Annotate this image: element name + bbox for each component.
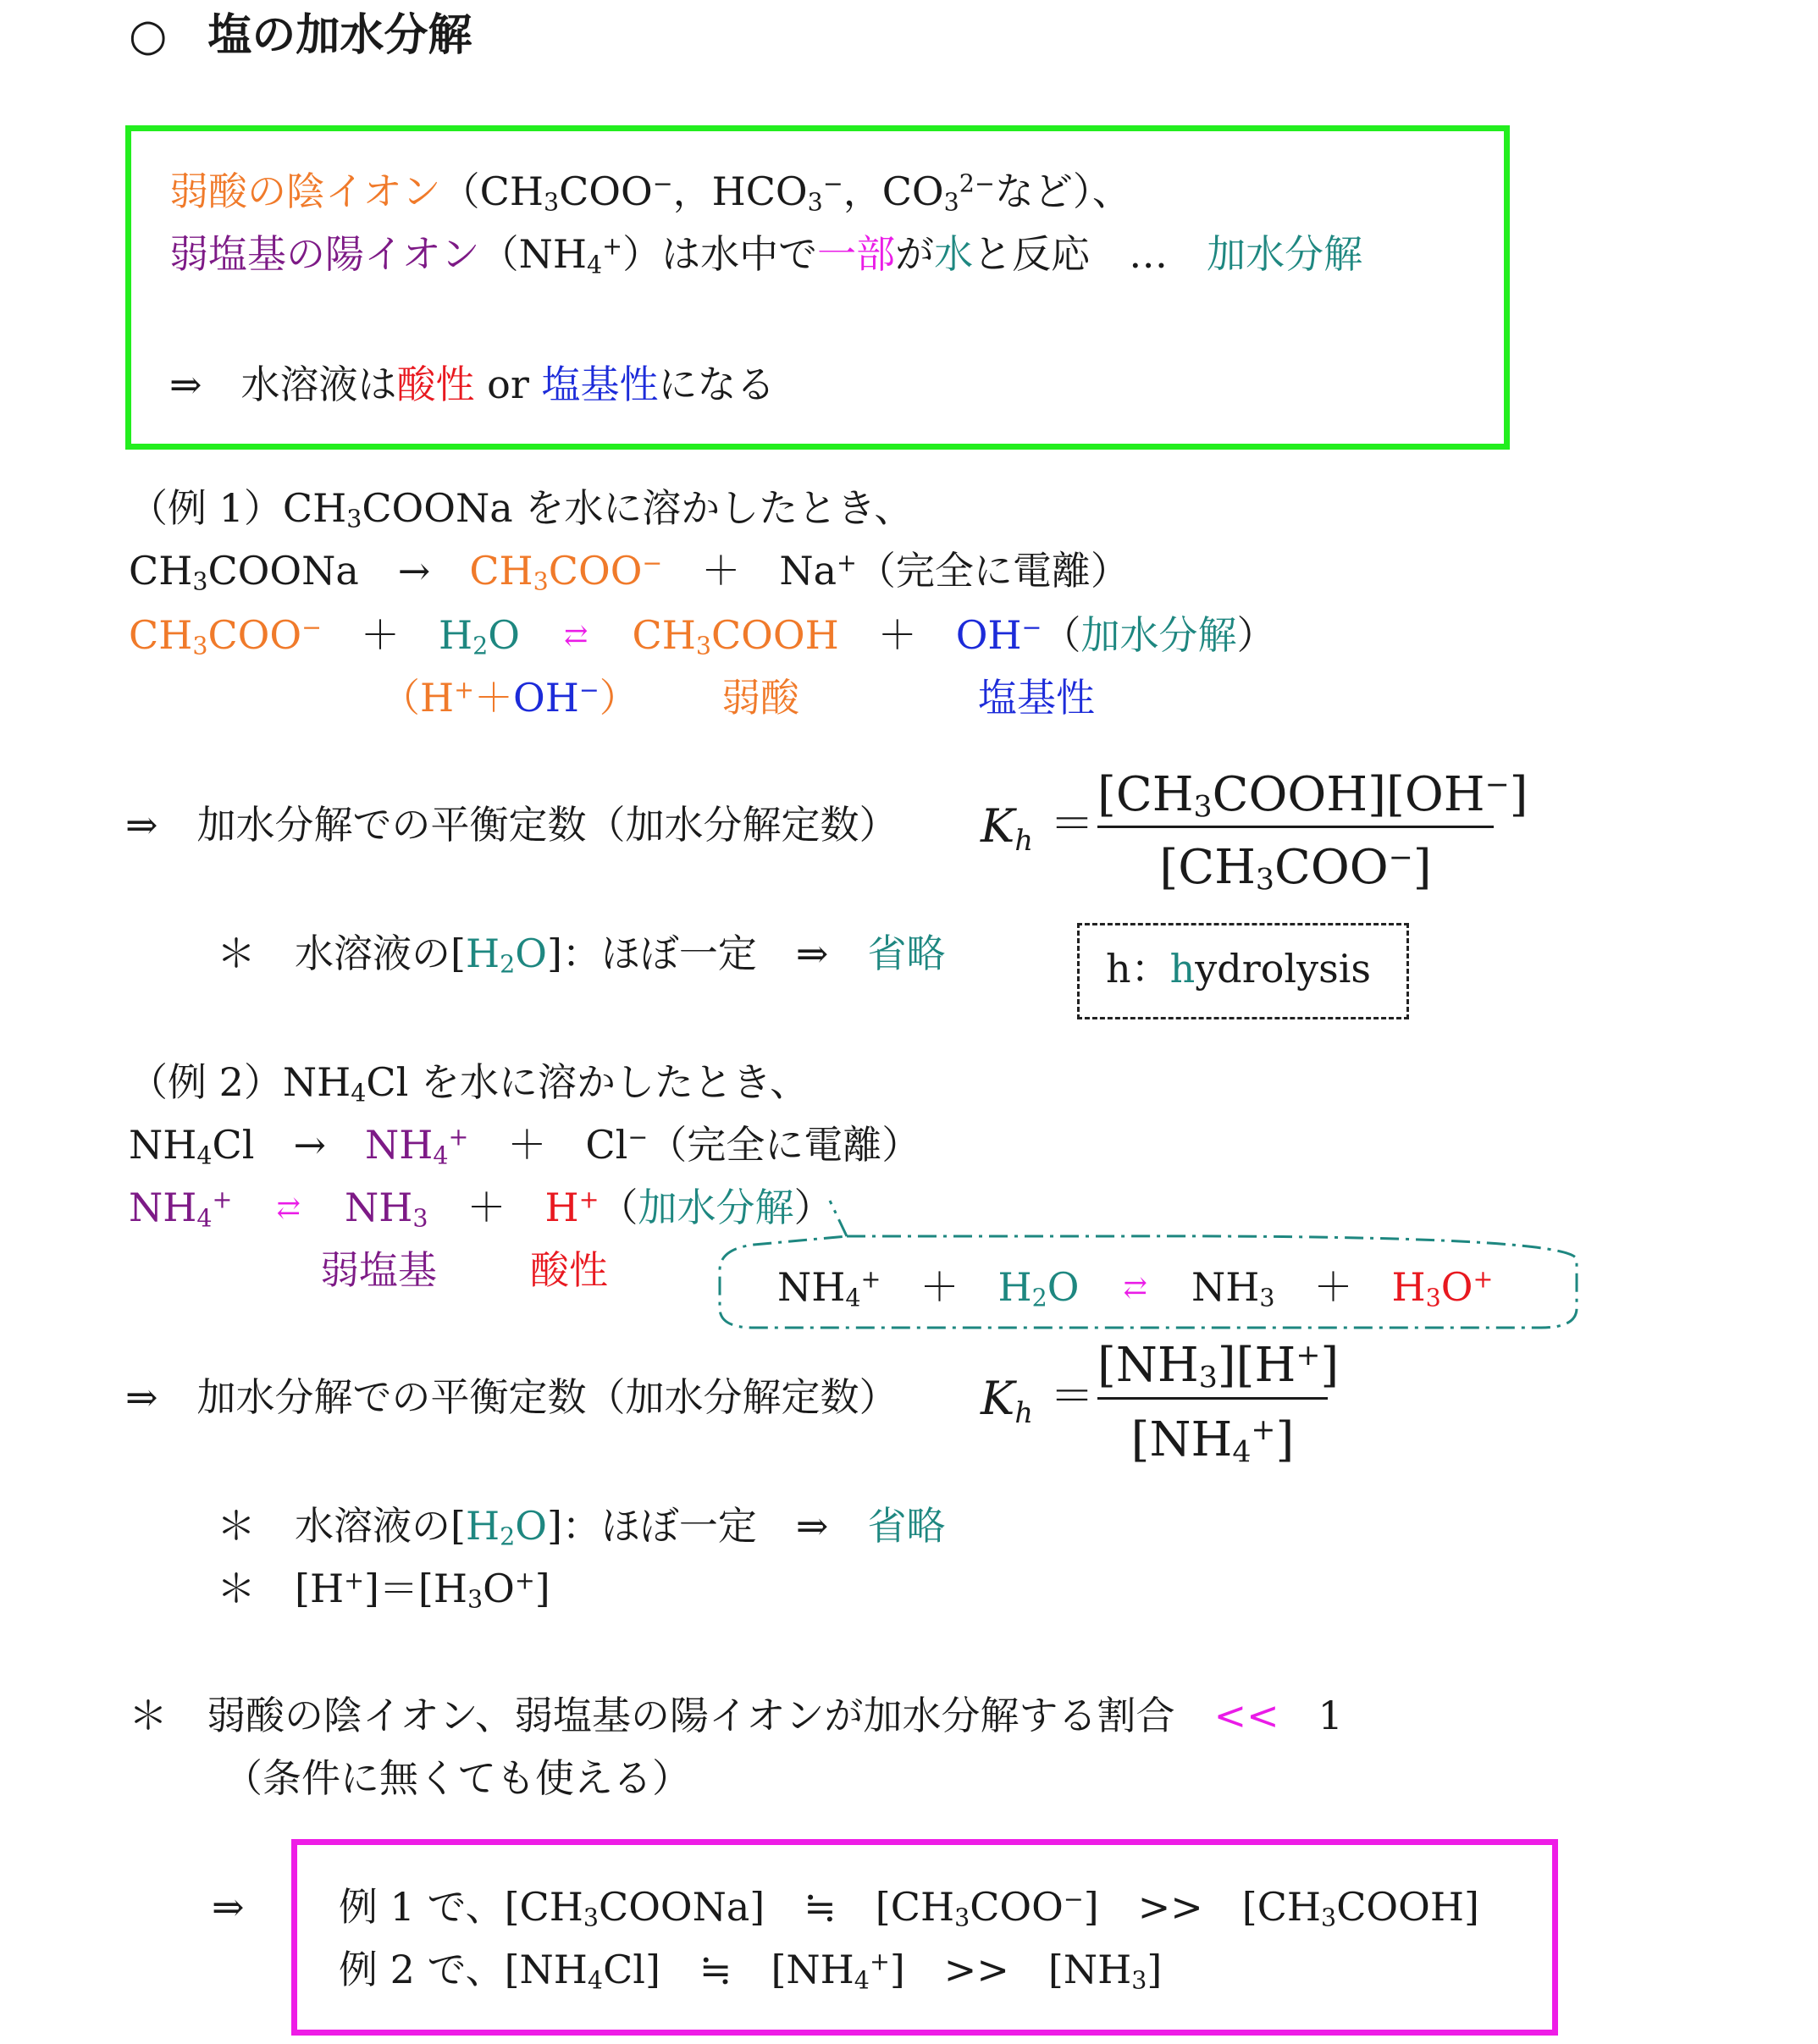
weak-base-cation-label: 弱塩基の陽イオン bbox=[169, 231, 480, 277]
formula: COONa → bbox=[207, 548, 470, 594]
paren: ） bbox=[793, 1185, 833, 1230]
intro-text: （CH bbox=[440, 168, 544, 214]
kh-numerator-2 bbox=[1097, 1336, 1340, 1395]
superscript: − bbox=[652, 169, 673, 198]
subscript: 3 bbox=[954, 1903, 970, 1932]
note-text: ydrolysis bbox=[1195, 946, 1372, 992]
intro-line-1 bbox=[169, 166, 1131, 217]
subscript: 4 bbox=[854, 1966, 870, 1995]
formula: O bbox=[488, 612, 520, 658]
formula: [NH bbox=[1097, 1338, 1199, 1393]
formula: O bbox=[1047, 1264, 1080, 1310]
formula: H bbox=[544, 1185, 579, 1230]
much-less-than-symbol: << bbox=[1213, 1693, 1279, 1738]
equilibrium-arrow-icon: ⇄ bbox=[1123, 1271, 1147, 1305]
subscript: 4 bbox=[351, 1079, 367, 1108]
formula: NH bbox=[777, 1264, 846, 1310]
formula: （H bbox=[381, 675, 455, 721]
example1-heading bbox=[129, 483, 913, 533]
superscript: − bbox=[822, 169, 843, 198]
formula: OH bbox=[513, 675, 579, 721]
summary-text: 例 1 で、[CH bbox=[339, 1884, 583, 1930]
weak-acid-label: 弱酸 bbox=[721, 675, 799, 721]
superscript: − bbox=[301, 613, 322, 642]
subscript: 2 bbox=[1031, 1284, 1047, 1312]
subscript: 2 bbox=[500, 950, 516, 979]
superscript: − bbox=[1063, 1885, 1084, 1914]
formula: NH bbox=[364, 1122, 434, 1168]
subscript: 3 bbox=[533, 567, 549, 596]
formula: COOH bbox=[710, 612, 839, 658]
omit-label: 省略 bbox=[867, 931, 946, 976]
superscript: 2− bbox=[959, 169, 995, 198]
intro-text: or bbox=[474, 362, 542, 407]
subscript: 3 bbox=[1425, 1284, 1441, 1312]
plus-sign: ＋ bbox=[428, 1185, 545, 1230]
formula: ＋ Na bbox=[662, 548, 837, 594]
kh-symbol-2 bbox=[981, 1372, 1033, 1429]
example2-dissociation bbox=[129, 1119, 920, 1170]
hydrolysis-label: 加水分解 bbox=[1207, 231, 1363, 277]
paren: ） bbox=[1236, 612, 1276, 658]
subscript: 4 bbox=[587, 1966, 604, 1995]
plus-sign: ＋ bbox=[322, 612, 439, 658]
part-label: 一部 bbox=[817, 231, 896, 277]
superscript: + bbox=[454, 676, 475, 704]
heading-text: COONa を水に溶かしたとき、 bbox=[362, 485, 914, 531]
intro-text: が bbox=[895, 231, 935, 277]
fraction-bar-1 bbox=[1097, 826, 1494, 828]
kh-description-2: ⇒ 加水分解での平衡定数（加水分解定数） bbox=[125, 1374, 898, 1420]
subscript: 3 bbox=[1259, 1284, 1275, 1312]
paren: （ bbox=[599, 1185, 638, 1230]
heading-text: （例 2）NH bbox=[129, 1059, 351, 1105]
formula: NH bbox=[129, 1185, 197, 1230]
heading-text: Cl を水に溶かしたとき、 bbox=[366, 1059, 810, 1105]
formula: COO bbox=[1274, 840, 1389, 895]
subscript: 3 bbox=[467, 1585, 484, 1614]
summary-text: ] >> [NH bbox=[889, 1947, 1132, 1992]
example2-hydrolysis bbox=[129, 1182, 833, 1237]
basic-label: 塩基性 bbox=[541, 362, 659, 407]
acidic-label: 酸性 bbox=[530, 1247, 608, 1293]
superscript: + bbox=[860, 1265, 881, 1294]
subscript: 3 bbox=[1193, 790, 1213, 825]
superscript: + bbox=[1251, 1412, 1276, 1447]
superscript: + bbox=[837, 549, 857, 577]
note-text: ]：ほぼ一定 ⇒ bbox=[546, 1503, 868, 1549]
formula: CH bbox=[632, 612, 696, 658]
hydrolysis-note bbox=[1106, 943, 1371, 994]
superscript: + bbox=[212, 1185, 233, 1214]
hydrolysis-label: 加水分解 bbox=[1080, 612, 1237, 658]
subscript: 3 bbox=[1198, 1361, 1218, 1395]
superscript: + bbox=[514, 1566, 535, 1595]
plus-sign: ＋ bbox=[881, 1264, 998, 1310]
hydrolysis-label: 加水分解 bbox=[638, 1185, 794, 1230]
subscript: 3 bbox=[583, 1903, 600, 1932]
subscript: 4 bbox=[845, 1284, 861, 1312]
subscript: 2 bbox=[472, 632, 489, 660]
intro-text: と反応 … bbox=[973, 231, 1207, 277]
formula: O bbox=[515, 1503, 547, 1549]
formula: CH bbox=[129, 612, 193, 658]
note-text: ＊ 弱酸の陰イオン、弱塩基の陽イオンが加水分解する割合 bbox=[129, 1693, 1214, 1738]
note-text: ]：ほぼ一定 ⇒ bbox=[546, 931, 868, 976]
subscript: 3 bbox=[346, 505, 362, 533]
formula: ] bbox=[1412, 840, 1432, 895]
intro-text: になる bbox=[658, 362, 776, 407]
subscript: 3 bbox=[943, 188, 959, 217]
summary-text: 例 2 で、[NH bbox=[339, 1947, 588, 1992]
formula: NH bbox=[129, 1122, 197, 1168]
summary-text: COO bbox=[970, 1884, 1064, 1930]
intro-text: ⇒ 水溶液は bbox=[169, 362, 397, 407]
note-text: O bbox=[483, 1566, 515, 1611]
formula: NH bbox=[1191, 1264, 1260, 1310]
formula: ] bbox=[1275, 1412, 1295, 1467]
weak-base-label: 弱塩基 bbox=[320, 1247, 437, 1293]
superscript: + bbox=[1473, 1265, 1494, 1294]
formula: ） bbox=[599, 675, 638, 721]
subscript: 3 bbox=[1321, 1903, 1337, 1932]
formula: H bbox=[465, 1503, 500, 1549]
subscript: 3 bbox=[1255, 863, 1274, 898]
formula: ][H bbox=[1217, 1338, 1296, 1393]
example1-dissociation bbox=[129, 545, 1130, 596]
hydrolysis-ratio-note bbox=[129, 1690, 1343, 1741]
subscript: 2 bbox=[500, 1522, 516, 1551]
note-text: ＊ 水溶液の[ bbox=[217, 931, 466, 976]
note-text: ＊ 水溶液の[ bbox=[217, 1503, 466, 1549]
intro-line-3 bbox=[169, 359, 775, 410]
formula: [CH bbox=[1097, 767, 1194, 822]
summary-text: COOH] bbox=[1336, 1884, 1479, 1930]
hydronium-note bbox=[217, 1563, 550, 1614]
subscript: 3 bbox=[543, 188, 560, 217]
kh-numerator-1 bbox=[1097, 765, 1528, 825]
subscript: 3 bbox=[412, 1204, 428, 1233]
summary-box bbox=[291, 1839, 1558, 2036]
h-subscript: h bbox=[1014, 824, 1033, 858]
summary-line-1 bbox=[339, 1881, 1479, 1932]
fraction-bar-2 bbox=[1097, 1397, 1328, 1400]
condition-note: （条件に無くても使える） bbox=[224, 1755, 691, 1801]
superscript: − bbox=[627, 1123, 649, 1152]
h-subscript: h bbox=[1014, 1396, 1033, 1430]
intro-text: など）、 bbox=[994, 168, 1131, 214]
superscript: + bbox=[448, 1123, 469, 1152]
summary-text: ] >> [CH bbox=[1083, 1884, 1322, 1930]
title-text: 塩の加水分解 bbox=[207, 9, 472, 61]
formula: O bbox=[1440, 1264, 1473, 1310]
equilibrium-arrow-icon: ⇄ bbox=[276, 1191, 301, 1225]
subscript: 3 bbox=[695, 632, 711, 660]
superscript: + bbox=[344, 1566, 364, 1595]
superscript: − bbox=[1021, 613, 1042, 642]
summary-line-2 bbox=[339, 1944, 1162, 1995]
kh-symbol-1 bbox=[981, 799, 1033, 857]
circle-marker: ○ bbox=[129, 9, 168, 61]
note-text: h： bbox=[1106, 946, 1170, 992]
superscript: + bbox=[1296, 1338, 1321, 1373]
subscript: 4 bbox=[433, 1141, 449, 1170]
summary-text: ] bbox=[1147, 1947, 1163, 1992]
formula: CH bbox=[469, 548, 533, 594]
formula: O bbox=[515, 931, 547, 976]
intro-text: COO bbox=[559, 168, 653, 214]
formula: COO bbox=[548, 548, 643, 594]
formula: OH bbox=[955, 612, 1022, 658]
superscript: − bbox=[642, 549, 663, 577]
superscript: + bbox=[602, 232, 623, 261]
formula: NH bbox=[344, 1185, 413, 1230]
formula: ＋ Cl bbox=[468, 1122, 628, 1168]
intro-text: ，CO bbox=[843, 168, 944, 214]
formula: CH bbox=[129, 548, 193, 594]
k-symbol: K bbox=[981, 1372, 1015, 1425]
acidic-label: 酸性 bbox=[396, 362, 475, 407]
formula: ] bbox=[1320, 1338, 1340, 1393]
subscript: 4 bbox=[196, 1204, 213, 1233]
equilibrium-arrow-icon: ⇄ bbox=[564, 619, 589, 653]
formula: ] bbox=[1509, 767, 1528, 822]
omit-label: 省略 bbox=[867, 1503, 946, 1549]
plus-sign: ＋ bbox=[1274, 1264, 1392, 1310]
subscript: 3 bbox=[192, 632, 208, 660]
formula: [NH bbox=[1130, 1412, 1233, 1467]
kh-denominator-1 bbox=[1097, 838, 1494, 898]
formula: （完全に電離） bbox=[648, 1122, 921, 1168]
h-letter: h bbox=[1169, 946, 1196, 992]
heading-text: （例 1）CH bbox=[129, 485, 347, 531]
water-label: 水 bbox=[934, 231, 974, 277]
basic-label: 塩基性 bbox=[978, 675, 1095, 721]
kh-equals-2: ＝ bbox=[1050, 1372, 1095, 1423]
note-text: ]＝[H bbox=[363, 1566, 467, 1611]
water-omit-note-1 bbox=[217, 928, 945, 979]
note-text: ] bbox=[534, 1566, 550, 1611]
superscript: − bbox=[1484, 767, 1510, 802]
water-omit-note-2 bbox=[217, 1500, 945, 1551]
intro-text: ，HCO bbox=[672, 168, 808, 214]
note-text: 1 bbox=[1279, 1693, 1343, 1738]
paren: （ bbox=[1042, 612, 1081, 658]
k-symbol: K bbox=[981, 799, 1015, 853]
subscript: 3 bbox=[807, 188, 823, 217]
formula: COOH][OH bbox=[1212, 767, 1485, 822]
intro-line-2 bbox=[169, 229, 1362, 279]
formula: Cl → bbox=[212, 1122, 365, 1168]
subscript: 4 bbox=[196, 1141, 213, 1170]
subscript: 4 bbox=[1232, 1435, 1252, 1470]
superscript: − bbox=[578, 676, 600, 704]
formula: ＋ bbox=[474, 675, 514, 721]
subscript: 4 bbox=[587, 251, 603, 279]
summary-text: COONa] ≒ [CH bbox=[599, 1884, 955, 1930]
superscript: + bbox=[578, 1185, 600, 1214]
weak-acid-anion-label: 弱酸の陰イオン bbox=[169, 168, 441, 214]
superscript: − bbox=[1388, 840, 1413, 875]
formula: （完全に電離） bbox=[856, 548, 1130, 594]
formula: H bbox=[465, 931, 500, 976]
note-text: ＊ [H bbox=[217, 1566, 345, 1611]
intro-text: （NH bbox=[479, 231, 587, 277]
kh-denominator-2 bbox=[1097, 1411, 1328, 1470]
intro-text: ）は水中で bbox=[622, 231, 818, 277]
callout-equation bbox=[777, 1262, 1493, 1317]
summary-arrow: ⇒ bbox=[212, 1884, 245, 1930]
formula: H bbox=[1391, 1264, 1426, 1310]
water-ion-note bbox=[381, 672, 638, 723]
superscript: + bbox=[869, 1947, 890, 1976]
kh-description-1: ⇒ 加水分解での平衡定数（加水分解定数） bbox=[125, 802, 898, 848]
kh-equals-1: ＝ bbox=[1050, 799, 1095, 850]
formula: COO bbox=[207, 612, 302, 658]
formula: H bbox=[439, 612, 473, 658]
subscript: 3 bbox=[1131, 1966, 1147, 1995]
subscript: 3 bbox=[192, 567, 208, 596]
formula: H bbox=[997, 1264, 1032, 1310]
plus-sign: ＋ bbox=[838, 612, 956, 658]
page-title bbox=[129, 8, 472, 63]
summary-text: Cl] ≒ [NH bbox=[603, 1947, 854, 1992]
example2-heading bbox=[129, 1057, 809, 1108]
example1-hydrolysis bbox=[129, 610, 1275, 665]
formula: [CH bbox=[1159, 840, 1256, 895]
